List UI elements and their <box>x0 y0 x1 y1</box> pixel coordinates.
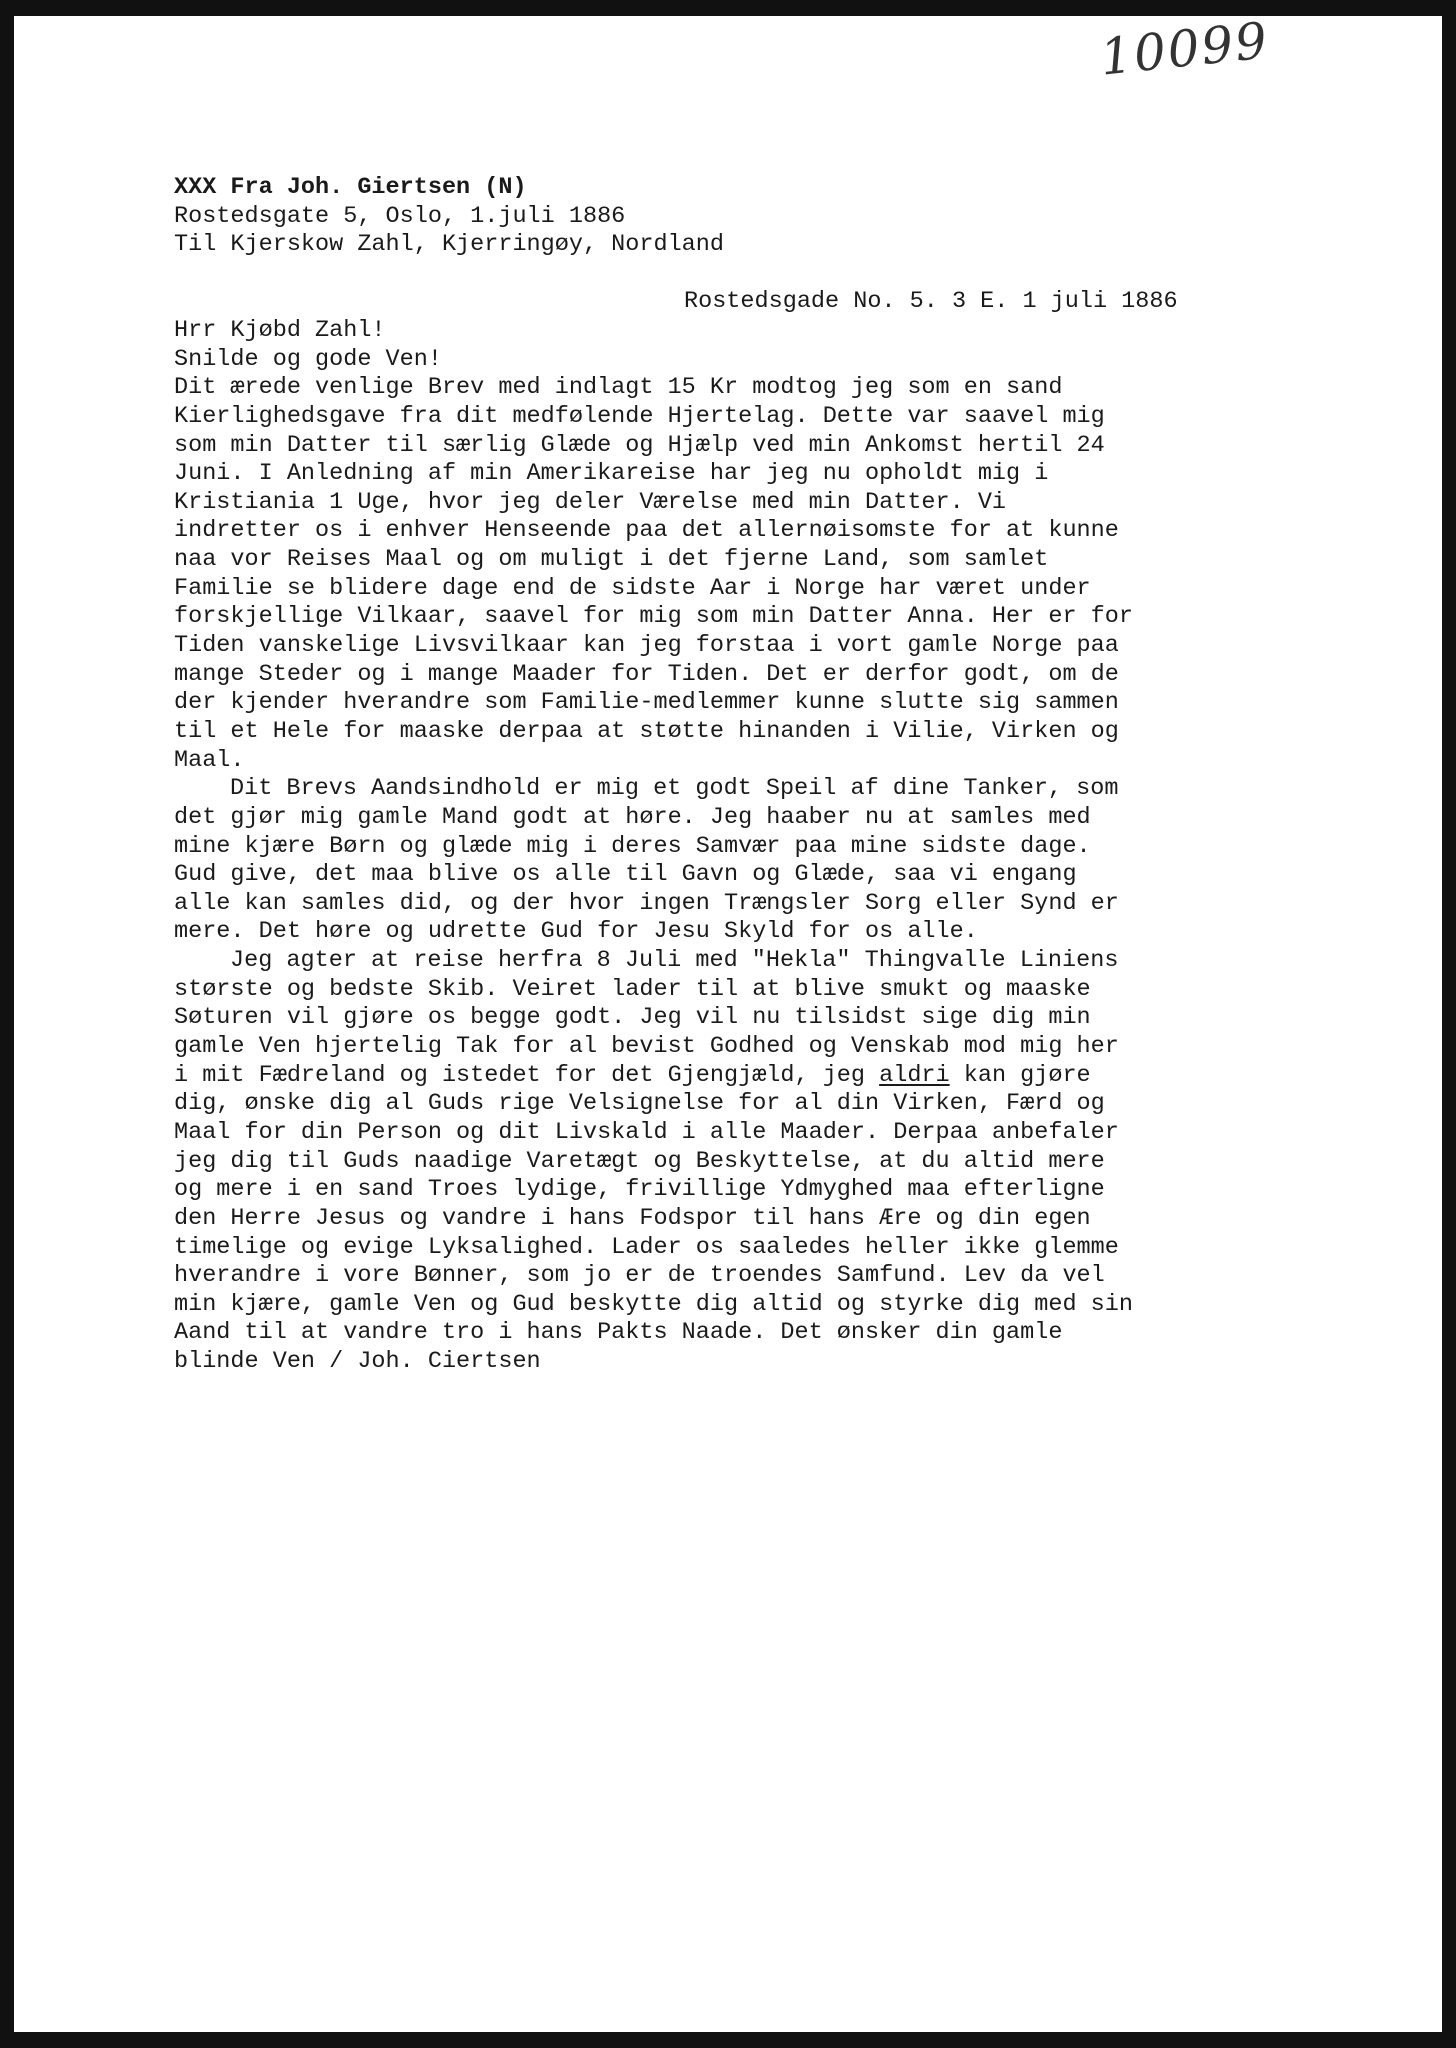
letter-line: timelige og evige Lyksalighed. Lader os saaledes heller ikke glemme <box>174 1233 1119 1261</box>
header-title: XXX Fra Joh. Giertsen (N) <box>174 174 527 201</box>
letter-line: Dit Brevs Aandsindhold er mig et godt Speil af dine Tanker, som <box>230 775 1119 803</box>
letter-line: den Herre Jesus og vandre i hans Fodspor til hans Ære og din egen <box>174 1204 1091 1232</box>
header-place-date: Rostedsgate 5, Oslo, 1.juli 1886 <box>174 202 626 230</box>
letter-signature-line: blinde Ven / Joh. Ciertsen <box>174 1348 541 1376</box>
letter-line: og mere i en sand Troes lydige, frivillige Ydmyghed maa efterligne <box>174 1176 1105 1204</box>
letter-line: Maal for din Person og dit Livskald i alle Maader. Derpaa anbefaler <box>174 1118 1119 1146</box>
letter-line: naa vor Reises Maal og om muligt i det fjerne Land, som samlet <box>174 546 1049 574</box>
letter-line-start: i mit Fædreland og istedet for det Gjengjæld, jeg <box>174 1061 880 1089</box>
letter-line: Jeg agter at reise herfra 8 Juli med "Hekla" Thingvalle Liniens <box>230 947 1119 975</box>
letter-line: Hrr Kjøbd Zahl! <box>174 317 386 344</box>
underlined-word: aldri <box>879 1061 950 1089</box>
letter-line: Maal. <box>174 746 245 774</box>
transcription-header <box>174 174 1374 260</box>
letter-line-with-underline <box>174 1062 1374 1091</box>
archive-number: 10099 <box>1097 11 1272 87</box>
letter-line: Kristiania 1 Uge, hvor jeg deler Værelse med min Datter. Vi <box>174 488 1007 516</box>
header-recipient: Til Kjerskow Zahl, Kjerringøy, Nordland <box>174 231 724 259</box>
letter-body <box>174 317 1374 1377</box>
letter-line: største og bedste Skib. Veiret lader til at blive smukt og maaske <box>174 975 1091 1003</box>
letter-line: min kjære, gamle Ven og Gud beskytte dig altid og styrke dig med sin <box>174 1290 1133 1318</box>
letter-line: mere. Det høre og udrette Gud for Jesu Skyld for os alle. <box>174 918 978 946</box>
letter-line: Snilde og gode Ven! <box>174 345 442 373</box>
letter-line: Kierlighedsgave fra dit medfølende Hjertelag. Dette var saavel mig <box>174 402 1105 430</box>
letter-line: indretter os i enhver Henseende paa det allernøisomste for at kunne <box>174 517 1119 545</box>
letter-line: hverandre i vore Bønner, som jo er de troendes Samfund. Lev da vel <box>174 1262 1105 1290</box>
letter-line: det gjør mig gamle Mand godt at høre. Jeg haaber nu at samles med <box>174 803 1091 831</box>
letter-dateline: Rostedsgade No. 5. 3 E. 1 juli 1886 <box>684 288 1178 315</box>
letter-line: forskjellige Vilkaar, saavel for mig som min Datter Anna. Her er for <box>174 603 1133 631</box>
letter-line: Familie se blidere dage end de sidste Aar i Norge har været under <box>174 574 1091 602</box>
letter-line-end: kan gjøre <box>949 1061 1091 1089</box>
letter-line: Aand til at vandre tro i hans Pakts Naade. Det ønsker din gamle <box>174 1319 1063 1347</box>
letter-line: Dit ærede venlige Brev med indlagt 15 Kr modtog jeg som en sand <box>174 374 1063 402</box>
letter-line: gamle Ven hjertelig Tak for al bevist Godhed og Venskab mod mig her <box>174 1033 1119 1061</box>
letter-line: Tiden vanskelige Livsvilkaar kan jeg forstaa i vort gamle Norge paa <box>174 632 1119 660</box>
letter-line: som min Datter til særlig Glæde og Hjælp ved min Ankomst hertil 24 <box>174 431 1105 459</box>
letter-line: jeg dig til Guds naadige Varetægt og Beskyttelse, at du altid mere <box>174 1147 1105 1175</box>
letter-line: dig, ønske dig al Guds rige Velsignelse for al din Virken, Færd og <box>174 1090 1105 1118</box>
letter-line: Søturen vil gjøre os begge godt. Jeg vil nu tilsidst sige dig min <box>174 1004 1091 1032</box>
letter-line: Juni. I Anledning af min Amerikareise har jeg nu opholdt mig i <box>174 460 1049 488</box>
letter-line: Gud give, det maa blive os alle til Gavn og Glæde, saa vi engang <box>174 861 1077 889</box>
letter-line: alle kan samles did, og der hvor ingen Trængsler Sorg eller Synd er <box>174 889 1119 917</box>
letter-line: mange Steder og i mange Maader for Tiden. Det er derfor godt, om de <box>174 660 1119 688</box>
letter-line: til et Hele for maaske derpaa at støtte hinanden i Vilie, Virken og <box>174 717 1119 745</box>
letter-line: der kjender hverandre som Familie-medlemmer kunne slutte sig sammen <box>174 689 1119 717</box>
letter-line: mine kjære Børn og glæde mig i deres Samvær paa mine sidste dage. <box>174 832 1091 860</box>
